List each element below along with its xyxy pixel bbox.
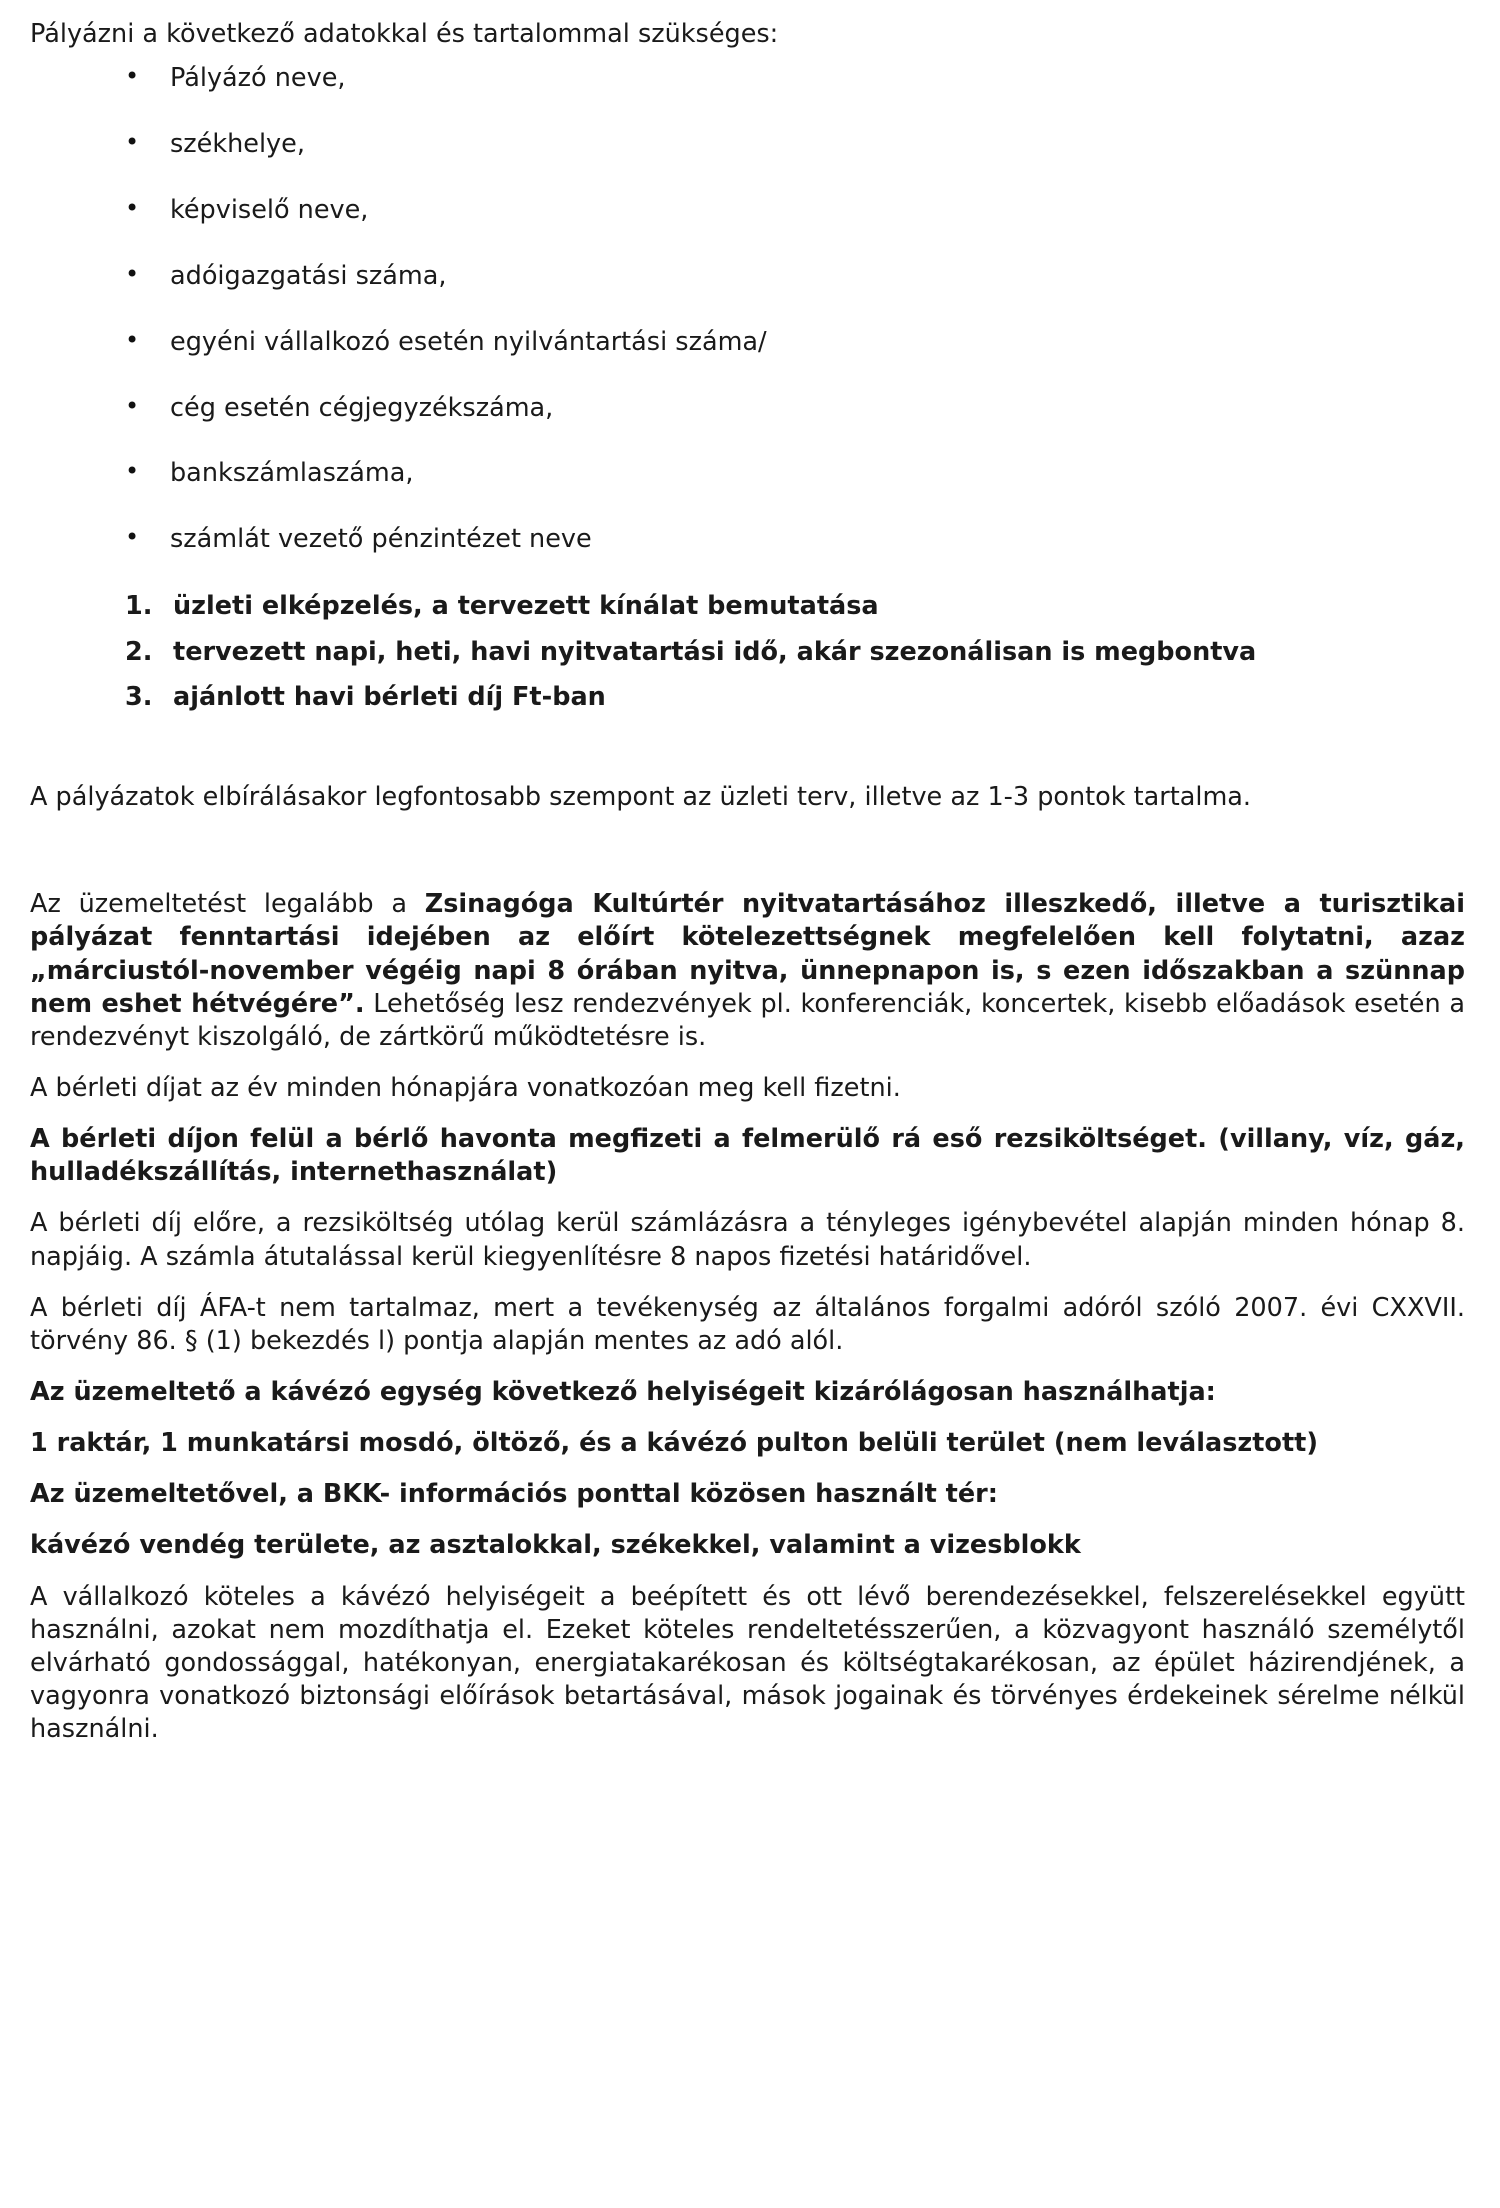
list-item: ajánlott havi bérleti díj Ft-ban — [173, 682, 606, 713]
list-item: tervezett napi, heti, havi nyitvatartási idő, akár szezonálisan is megbontva — [173, 636, 1257, 667]
list-item: • Pályázó neve, — [30, 63, 1465, 95]
spacer — [30, 1274, 1465, 1292]
paragraph-evaluation-criteria: A pályázatok elbírálásakor legfontosabb szempont az üzleti terv, illetve az 1-3 pontok tartalma. — [30, 782, 1252, 813]
list-item: üzleti elképzelés, a tervezett kínálat bemutatása — [173, 591, 879, 622]
application-content-numbered-list — [30, 590, 1465, 715]
spacer — [30, 1409, 1465, 1427]
lead-paragraph: Pályázni a következő adatokkal és tartalommal szükséges: — [30, 19, 779, 49]
spacer — [30, 727, 1465, 781]
heading-exclusive-use: Az üzemeltető a kávézó egység következő helyiségeit kizárólágosan használhatja: — [30, 1376, 1216, 1407]
paragraph-exclusive-rooms: 1 raktár, 1 munkatársi mosdó, öltöző, és a kávézó pulton belüli terület (nem leválasztott) — [30, 1428, 1318, 1459]
spacer — [30, 1054, 1465, 1072]
paragraph-monthly-rent: A bérleti díjat az év minden hónapjára vonatkozóan meg kell fizetni. — [30, 1072, 901, 1103]
document-body — [30, 18, 1465, 1746]
required-data-bullet-list — [30, 63, 1465, 556]
list-item: • adóigazgatási száma, — [30, 261, 1465, 293]
spacer — [30, 814, 1465, 888]
spacer — [30, 1105, 1465, 1123]
spacer — [30, 1511, 1465, 1529]
list-item: • székhelye, — [30, 129, 1465, 161]
operation-plain-end: Lehetőség lesz rendezvények pl. konferenciák, koncertek, kisebb előadások esetén a rendezvényt kiszolgáló, de zártkörű működtetésre is. — [30, 988, 1466, 1052]
spacer — [30, 1460, 1465, 1478]
paragraph-utility-costs: A bérleti díjon felül a bérlő havonta megfizeti a felmerülő rá eső rezsiköltséget. (villany, víz, gáz, hulladékszállítás, internethasználat) — [30, 1124, 1465, 1188]
operation-plain-start: Az üzemeltetést legalább a — [30, 889, 425, 920]
list-item: • bankszámlaszáma, — [30, 458, 1465, 490]
list-item: • számlát vezető pénzintézet neve — [30, 524, 1465, 556]
paragraph-tenant-obligations: A vállalkozó köteles a kávézó helyiségeit a beépített és ott lévő berendezésekkel, felszerelésekkel együtt használni, azokat nem mozdíthatja el. Ezeket köteles rendeltetésszerűen, a közvagyont használó személytől elvárható gondossággal, hatékonyan, energiatakarékosan és költségtakarékosan, az épület házirendjének, a vagyonra vonatkozó biztonsági előírások betartásával, mások jogainak és törvényes érdekeinek sérelme nélkül használni. — [30, 1581, 1465, 1745]
paragraph-shared-rooms: kávézó vendég területe, az asztalokkal, székekkel, valamint a vizesblokk — [30, 1530, 1081, 1561]
spacer — [30, 1563, 1465, 1581]
operation-bold-run: Zsinagóga Kultúrtér nyitvatartásához illeszkedő, illetve a turisztikai pályázat fenntartási idejében az előírt kötelezettségnek megfelelően kell folytatni, azaz „márciustól-november végéig napi 8 órában nyitva, ünnepnapon is, s ezen időszakban a szünnap nem eshet hétvégére”. — [30, 889, 1465, 1019]
paragraph-operation-hours — [30, 888, 1465, 1054]
spacer — [30, 1189, 1465, 1207]
heading-shared-use: Az üzemeltetővel, a BKK- információs ponttal közösen használt tér: — [30, 1479, 998, 1510]
spacer — [30, 1358, 1465, 1376]
list-item: • cég esetén cégjegyzékszáma, — [30, 393, 1465, 425]
list-item: • képviselő neve, — [30, 195, 1465, 227]
paragraph-invoicing-terms: A bérleti díj előre, a rezsiköltség utólag kerül számlázásra a tényleges igénybevétel alapján minden hónap 8. napjáig. A számla átutalással kerül kiegyenlítésre 8 napos fizetési határidővel. — [30, 1208, 1465, 1272]
paragraph-vat-exemption: A bérleti díj ÁFA-t nem tartalmaz, mert a tevékenység az általános forgalmi adóról szóló 2007. évi CXXVII. törvény 86. § (1) bekezdés l) pontja alapján mentes az adó alól. — [30, 1292, 1465, 1356]
list-item: • egyéni vállalkozó esetén nyilvántartási száma/ — [30, 327, 1465, 359]
